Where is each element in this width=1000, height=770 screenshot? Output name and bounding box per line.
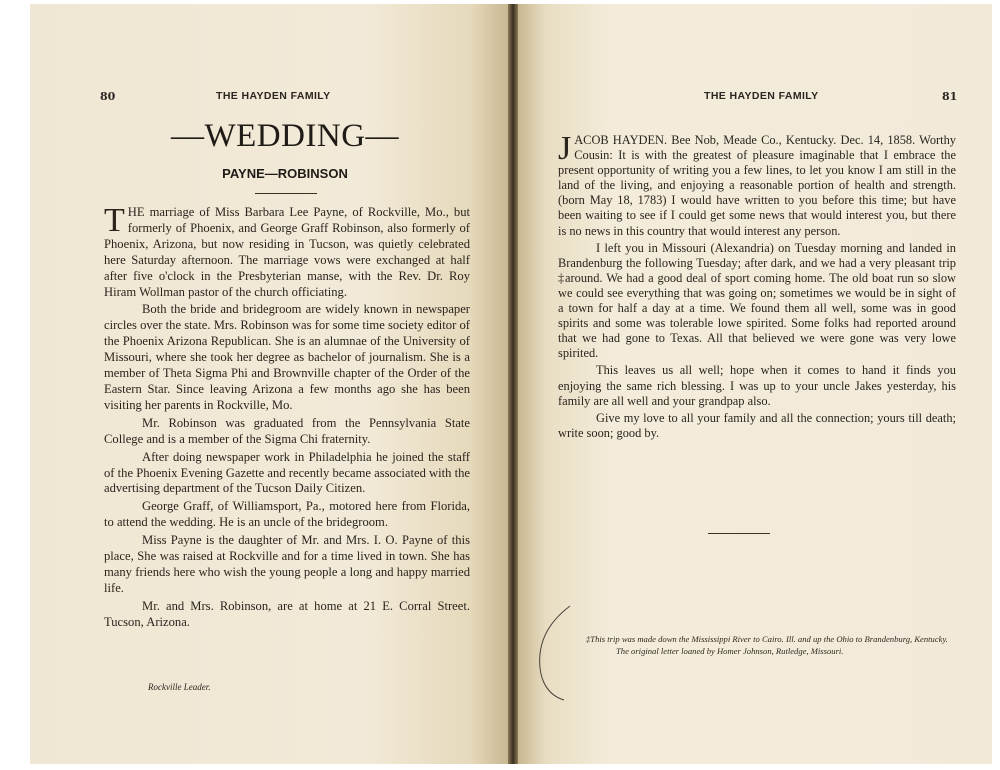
paragraph: This leaves us all well; hope when it comes to hand it finds you enjoying the same rich blessing. I was up to your uncle Jakes yesterday, his family are all well and your grandpap also. xyxy=(558,363,956,408)
paragraph: Both the bride and bridegroom are widely known in newspaper circles over the state. Mrs. Robinson was for some time society editor of the Phoenix Arizona Republican. She is an alumnae of the University of Missouri, where she took her degree as bachelor of journalism. She is a member of Theta Sigma Phi and Brownville chapter of the Order of the Eastern Star. Since leaving Arizona a few months ago she has been visiting her parents in Rockville, Mo. xyxy=(104,302,470,412)
paragraph: Mr. Robinson was graduated from the Pennsylvania State College and is a member of the Sigma Chi fraternity. xyxy=(104,415,470,446)
right-page xyxy=(518,4,992,764)
article-body xyxy=(104,202,470,633)
page-number: 81 xyxy=(942,90,958,103)
running-head: THE HAYDEN FAMILY xyxy=(216,90,331,102)
paragraph: I left you in Missouri (Alexandria) on Tuesday morning and landed in Brandenburg the following Tuesday; after dark, and we had a very pleasant trip ‡around. We had a good deal of sport coming home. The old boat run so slow we could see everything that was going on; sometimes we would be in sight of a town for half a day at a time. We found them all well, some was in good spirits and some was tolerable lowe spirited. Some folks had reported around that we had gone to Texas. All that believed we were gone was very lowe spirited. xyxy=(558,240,956,361)
paragraph: George Graff, of Williamsport, Pa., motored here from Florida, to attend the wedding. He is an uncle of the bridegroom. xyxy=(104,499,470,530)
paragraph: THE marriage of Miss Barbara Lee Payne, of Rockville, Mo., but formerly of Phoenix, and George Graff Robinson, also formerly of Phoenix, Arizona, but now residing in Tucson, was quietly celebrated here Saturday afternoon. The marriage vows were exchanged at half after five o'clock in the Presbyterian manse, with the Rev. Dr. Roy Hiram Wollman pastor of the church officiating. xyxy=(104,202,470,299)
paragraph: After doing newspaper work in Philadelphia he joined the staff of the Phoenix Evening Gazette and recently became associated with the advertising department of the Tucson Daily Citizen. xyxy=(104,449,470,496)
book-gutter xyxy=(508,4,518,764)
book-spread xyxy=(30,4,992,764)
left-page xyxy=(30,4,508,764)
paragraph: Mr. and Mrs. Robinson, are at home at 21 E. Corral Street. Tucson, Arizona. xyxy=(104,598,470,629)
source-credit: Rockville Leader. xyxy=(148,682,211,692)
letter-body xyxy=(558,130,956,443)
drop-cap: T xyxy=(104,202,125,239)
drop-cap: J xyxy=(558,130,572,167)
paragraph: JACOB HAYDEN. Bee Nob, Meade Co., Kentucky. Dec. 14, 1858. Worthy Cousin: It is with the greatest of pleasure imaginable that I embrace the present opportunity of writing you a few lines, to let you know I am still in the land of the living, and enjoying a reasonable portion of health and strength. (born May 18, 1783) I would have written to you before this time; but have been waiting to see if I could get some news that would interest you, but there is no news in this country that would interest any person. xyxy=(558,130,956,238)
paragraph: Give my love to all your family and all the connection; yours till death; write soon; good by. xyxy=(558,410,956,440)
title-divider xyxy=(255,193,317,194)
page-number: 80 xyxy=(100,90,116,103)
article-subtitle: PAYNE—ROBINSON xyxy=(222,166,348,181)
end-divider xyxy=(708,533,770,534)
paragraph: Miss Payne is the daughter of Mr. and Mrs. I. O. Payne of this place, She was raised at Rockville and for a time lived in town. She has many friends here who wish the young people a long and happy married life. xyxy=(104,533,470,595)
article-title: —WEDDING— xyxy=(170,118,400,154)
running-head: THE HAYDEN FAMILY xyxy=(704,90,819,102)
footnote: The original letter loaned by Homer Johnson, Rutledge, Missouri. xyxy=(616,646,844,656)
footnotes xyxy=(540,633,960,657)
footnote: ‡This trip was made down the Mississippi River to Cairo. Ill. and up the Ohio to Brandenburg, Kentucky. xyxy=(586,634,948,644)
